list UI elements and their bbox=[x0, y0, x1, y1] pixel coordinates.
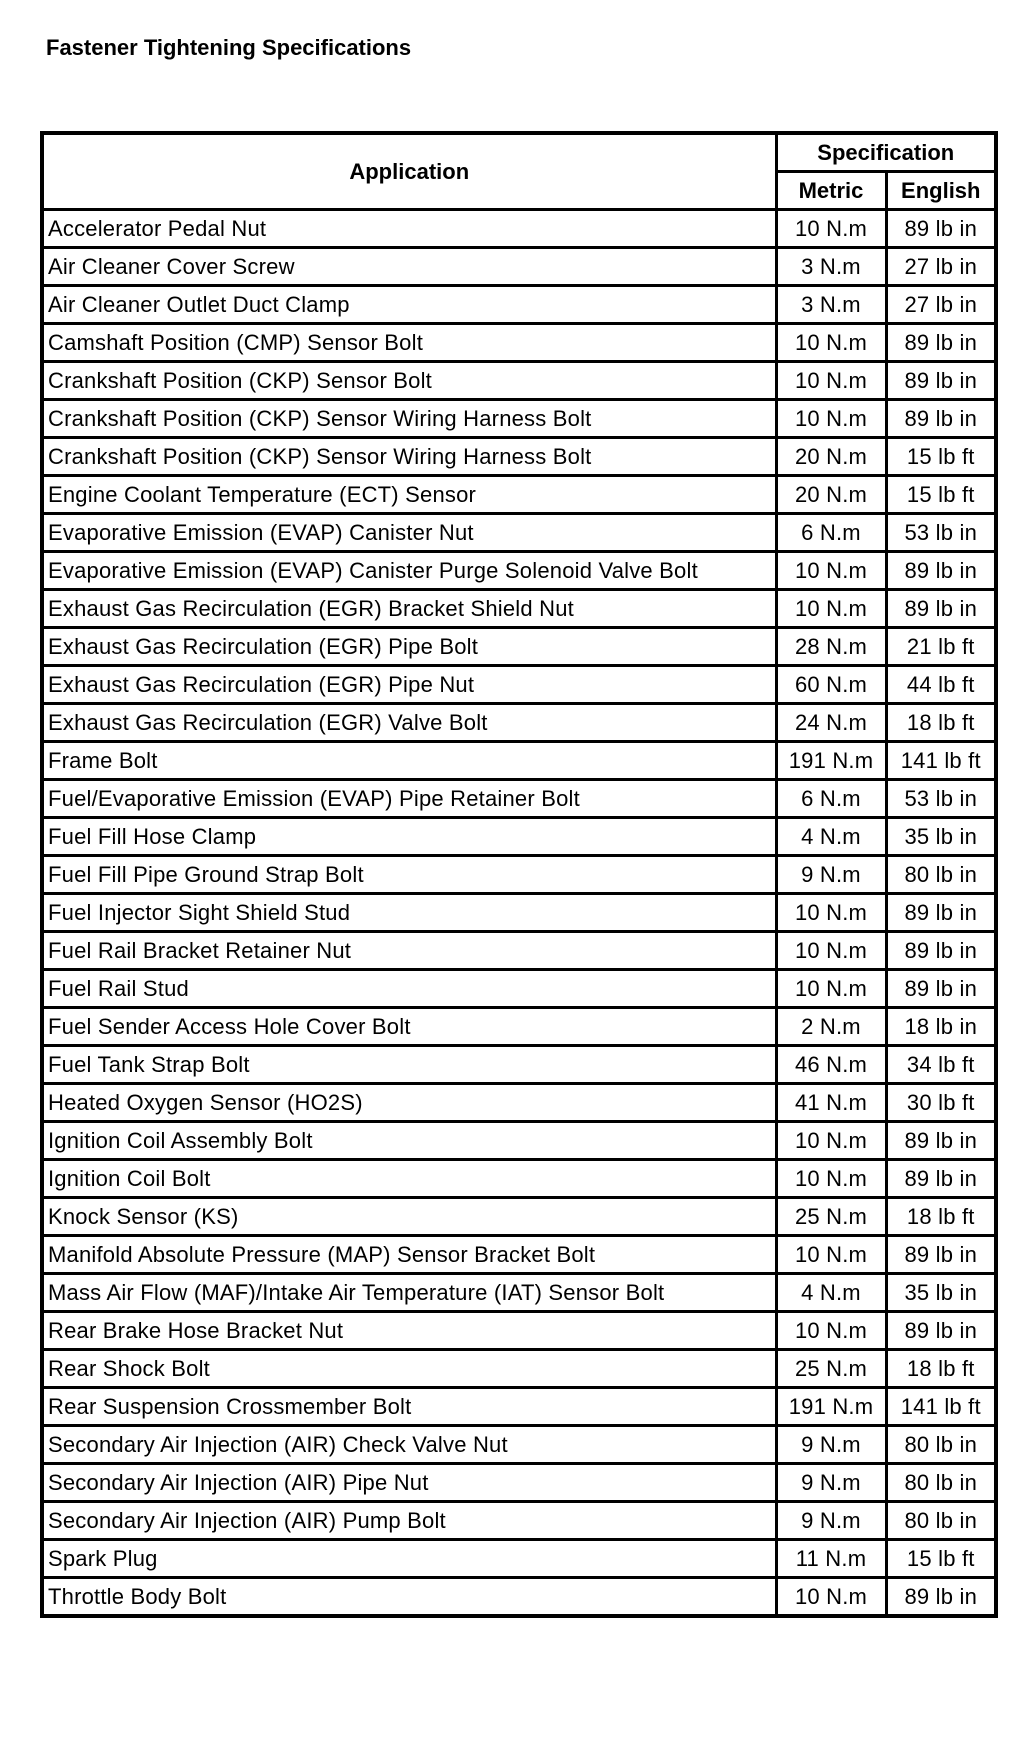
application-cell: Ignition Coil Assembly Bolt bbox=[42, 1122, 776, 1160]
metric-cell: 191 N.m bbox=[776, 1388, 886, 1426]
metric-cell: 6 N.m bbox=[776, 514, 886, 552]
metric-cell: 20 N.m bbox=[776, 476, 886, 514]
table-body bbox=[42, 210, 996, 1617]
metric-cell: 11 N.m bbox=[776, 1540, 886, 1578]
application-cell: Accelerator Pedal Nut bbox=[42, 210, 776, 248]
header-row-top bbox=[42, 133, 996, 172]
fastener-spec-table bbox=[40, 131, 998, 1618]
page-title: Fastener Tightening Specifications bbox=[46, 35, 412, 60]
metric-cell: 10 N.m bbox=[776, 362, 886, 400]
english-cell: 80 lb in bbox=[886, 1464, 996, 1502]
application-cell: Frame Bolt bbox=[42, 742, 776, 780]
english-cell: 80 lb in bbox=[886, 1426, 996, 1464]
english-cell: 80 lb in bbox=[886, 856, 996, 894]
application-cell: Crankshaft Position (CKP) Sensor Wiring Harness Bolt bbox=[42, 400, 776, 438]
application-cell: Engine Coolant Temperature (ECT) Sensor bbox=[42, 476, 776, 514]
application-cell: Rear Shock Bolt bbox=[42, 1350, 776, 1388]
metric-cell: 9 N.m bbox=[776, 1502, 886, 1540]
table-row bbox=[42, 1160, 996, 1198]
english-cell: 89 lb in bbox=[886, 210, 996, 248]
table-row bbox=[42, 476, 996, 514]
application-cell: Crankshaft Position (CKP) Sensor Bolt bbox=[42, 362, 776, 400]
application-cell: Evaporative Emission (EVAP) Canister Nut bbox=[42, 514, 776, 552]
english-cell: 89 lb in bbox=[886, 1122, 996, 1160]
english-cell: 30 lb ft bbox=[886, 1084, 996, 1122]
english-cell: 141 lb ft bbox=[886, 1388, 996, 1426]
table-row bbox=[42, 1198, 996, 1236]
table-row bbox=[42, 1388, 996, 1426]
english-cell: 141 lb ft bbox=[886, 742, 996, 780]
table-row bbox=[42, 1540, 996, 1578]
metric-cell: 10 N.m bbox=[776, 1312, 886, 1350]
table-row bbox=[42, 856, 996, 894]
english-cell: 18 lb in bbox=[886, 1008, 996, 1046]
english-cell: 89 lb in bbox=[886, 1578, 996, 1617]
application-cell: Throttle Body Bolt bbox=[42, 1578, 776, 1617]
metric-cell: 10 N.m bbox=[776, 1236, 886, 1274]
application-cell: Fuel Fill Pipe Ground Strap Bolt bbox=[42, 856, 776, 894]
application-cell: Secondary Air Injection (AIR) Pipe Nut bbox=[42, 1464, 776, 1502]
table-row bbox=[42, 894, 996, 932]
table-row bbox=[42, 932, 996, 970]
metric-cell: 9 N.m bbox=[776, 1464, 886, 1502]
table-row bbox=[42, 1464, 996, 1502]
english-cell: 18 lb ft bbox=[886, 704, 996, 742]
english-cell: 89 lb in bbox=[886, 400, 996, 438]
english-cell: 27 lb in bbox=[886, 248, 996, 286]
table-row bbox=[42, 514, 996, 552]
application-cell: Manifold Absolute Pressure (MAP) Sensor Bracket Bolt bbox=[42, 1236, 776, 1274]
table-row bbox=[42, 628, 996, 666]
english-cell: 15 lb ft bbox=[886, 476, 996, 514]
table-row bbox=[42, 590, 996, 628]
table-row bbox=[42, 1578, 996, 1617]
application-cell: Spark Plug bbox=[42, 1540, 776, 1578]
metric-cell: 9 N.m bbox=[776, 856, 886, 894]
table-row bbox=[42, 210, 996, 248]
table-row bbox=[42, 818, 996, 856]
table-row bbox=[42, 1236, 996, 1274]
application-cell: Fuel Rail Bracket Retainer Nut bbox=[42, 932, 776, 970]
metric-cell: 10 N.m bbox=[776, 210, 886, 248]
column-header-application: Application bbox=[42, 133, 776, 210]
application-cell: Evaporative Emission (EVAP) Canister Purge Solenoid Valve Bolt bbox=[42, 552, 776, 590]
table-row bbox=[42, 1426, 996, 1464]
metric-cell: 10 N.m bbox=[776, 894, 886, 932]
english-cell: 44 lb ft bbox=[886, 666, 996, 704]
table-row bbox=[42, 362, 996, 400]
application-cell: Fuel Fill Hose Clamp bbox=[42, 818, 776, 856]
application-cell: Heated Oxygen Sensor (HO2S) bbox=[42, 1084, 776, 1122]
metric-cell: 3 N.m bbox=[776, 248, 886, 286]
metric-cell: 191 N.m bbox=[776, 742, 886, 780]
english-cell: 34 lb ft bbox=[886, 1046, 996, 1084]
english-cell: 89 lb in bbox=[886, 894, 996, 932]
english-cell: 35 lb in bbox=[886, 1274, 996, 1312]
english-cell: 89 lb in bbox=[886, 1160, 996, 1198]
table-row bbox=[42, 780, 996, 818]
table-row bbox=[42, 970, 996, 1008]
metric-cell: 4 N.m bbox=[776, 1274, 886, 1312]
english-cell: 18 lb ft bbox=[886, 1350, 996, 1388]
table-row bbox=[42, 438, 996, 476]
application-cell: Exhaust Gas Recirculation (EGR) Valve Bolt bbox=[42, 704, 776, 742]
metric-cell: 24 N.m bbox=[776, 704, 886, 742]
metric-cell: 10 N.m bbox=[776, 400, 886, 438]
column-header-metric: Metric bbox=[776, 172, 886, 210]
application-cell: Exhaust Gas Recirculation (EGR) Pipe Bolt bbox=[42, 628, 776, 666]
table-row bbox=[42, 704, 996, 742]
application-cell: Knock Sensor (KS) bbox=[42, 1198, 776, 1236]
application-cell: Mass Air Flow (MAF)/Intake Air Temperature (IAT) Sensor Bolt bbox=[42, 1274, 776, 1312]
table-row bbox=[42, 1312, 996, 1350]
table-row bbox=[42, 1008, 996, 1046]
table-row bbox=[42, 1122, 996, 1160]
table-row bbox=[42, 248, 996, 286]
table-row bbox=[42, 1084, 996, 1122]
metric-cell: 10 N.m bbox=[776, 970, 886, 1008]
english-cell: 89 lb in bbox=[886, 970, 996, 1008]
application-cell: Exhaust Gas Recirculation (EGR) Pipe Nut bbox=[42, 666, 776, 704]
application-cell: Fuel Rail Stud bbox=[42, 970, 776, 1008]
english-cell: 53 lb in bbox=[886, 514, 996, 552]
application-cell: Rear Suspension Crossmember Bolt bbox=[42, 1388, 776, 1426]
metric-cell: 6 N.m bbox=[776, 780, 886, 818]
english-cell: 89 lb in bbox=[886, 590, 996, 628]
table-row bbox=[42, 1502, 996, 1540]
english-cell: 89 lb in bbox=[886, 1312, 996, 1350]
application-cell: Fuel Tank Strap Bolt bbox=[42, 1046, 776, 1084]
metric-cell: 25 N.m bbox=[776, 1198, 886, 1236]
metric-cell: 4 N.m bbox=[776, 818, 886, 856]
metric-cell: 60 N.m bbox=[776, 666, 886, 704]
application-cell: Fuel Injector Sight Shield Stud bbox=[42, 894, 776, 932]
table-row bbox=[42, 286, 996, 324]
metric-cell: 10 N.m bbox=[776, 932, 886, 970]
metric-cell: 10 N.m bbox=[776, 1578, 886, 1617]
table-header bbox=[42, 133, 996, 210]
application-cell: Air Cleaner Cover Screw bbox=[42, 248, 776, 286]
metric-cell: 10 N.m bbox=[776, 324, 886, 362]
application-cell: Exhaust Gas Recirculation (EGR) Bracket Shield Nut bbox=[42, 590, 776, 628]
table-row bbox=[42, 1350, 996, 1388]
table-row bbox=[42, 666, 996, 704]
english-cell: 35 lb in bbox=[886, 818, 996, 856]
table-row bbox=[42, 1046, 996, 1084]
table-row bbox=[42, 1274, 996, 1312]
table-row bbox=[42, 742, 996, 780]
application-cell: Camshaft Position (CMP) Sensor Bolt bbox=[42, 324, 776, 362]
column-header-specification: Specification bbox=[776, 133, 996, 172]
metric-cell: 9 N.m bbox=[776, 1426, 886, 1464]
application-cell: Rear Brake Hose Bracket Nut bbox=[42, 1312, 776, 1350]
column-header-english: English bbox=[886, 172, 996, 210]
english-cell: 15 lb ft bbox=[886, 438, 996, 476]
metric-cell: 10 N.m bbox=[776, 1122, 886, 1160]
application-cell: Fuel Sender Access Hole Cover Bolt bbox=[42, 1008, 776, 1046]
english-cell: 89 lb in bbox=[886, 552, 996, 590]
metric-cell: 2 N.m bbox=[776, 1008, 886, 1046]
english-cell: 15 lb ft bbox=[886, 1540, 996, 1578]
table-row bbox=[42, 400, 996, 438]
application-cell: Air Cleaner Outlet Duct Clamp bbox=[42, 286, 776, 324]
metric-cell: 41 N.m bbox=[776, 1084, 886, 1122]
english-cell: 89 lb in bbox=[886, 932, 996, 970]
application-cell: Secondary Air Injection (AIR) Pump Bolt bbox=[42, 1502, 776, 1540]
english-cell: 89 lb in bbox=[886, 362, 996, 400]
metric-cell: 46 N.m bbox=[776, 1046, 886, 1084]
english-cell: 89 lb in bbox=[886, 1236, 996, 1274]
metric-cell: 25 N.m bbox=[776, 1350, 886, 1388]
metric-cell: 10 N.m bbox=[776, 590, 886, 628]
application-cell: Secondary Air Injection (AIR) Check Valve Nut bbox=[42, 1426, 776, 1464]
application-cell: Fuel/Evaporative Emission (EVAP) Pipe Retainer Bolt bbox=[42, 780, 776, 818]
english-cell: 18 lb ft bbox=[886, 1198, 996, 1236]
metric-cell: 10 N.m bbox=[776, 552, 886, 590]
metric-cell: 10 N.m bbox=[776, 1160, 886, 1198]
application-cell: Crankshaft Position (CKP) Sensor Wiring Harness Bolt bbox=[42, 438, 776, 476]
english-cell: 21 lb ft bbox=[886, 628, 996, 666]
english-cell: 80 lb in bbox=[886, 1502, 996, 1540]
metric-cell: 3 N.m bbox=[776, 286, 886, 324]
table-row bbox=[42, 324, 996, 362]
metric-cell: 28 N.m bbox=[776, 628, 886, 666]
metric-cell: 20 N.m bbox=[776, 438, 886, 476]
application-cell: Ignition Coil Bolt bbox=[42, 1160, 776, 1198]
english-cell: 27 lb in bbox=[886, 286, 996, 324]
english-cell: 53 lb in bbox=[886, 780, 996, 818]
table-row bbox=[42, 552, 996, 590]
english-cell: 89 lb in bbox=[886, 324, 996, 362]
